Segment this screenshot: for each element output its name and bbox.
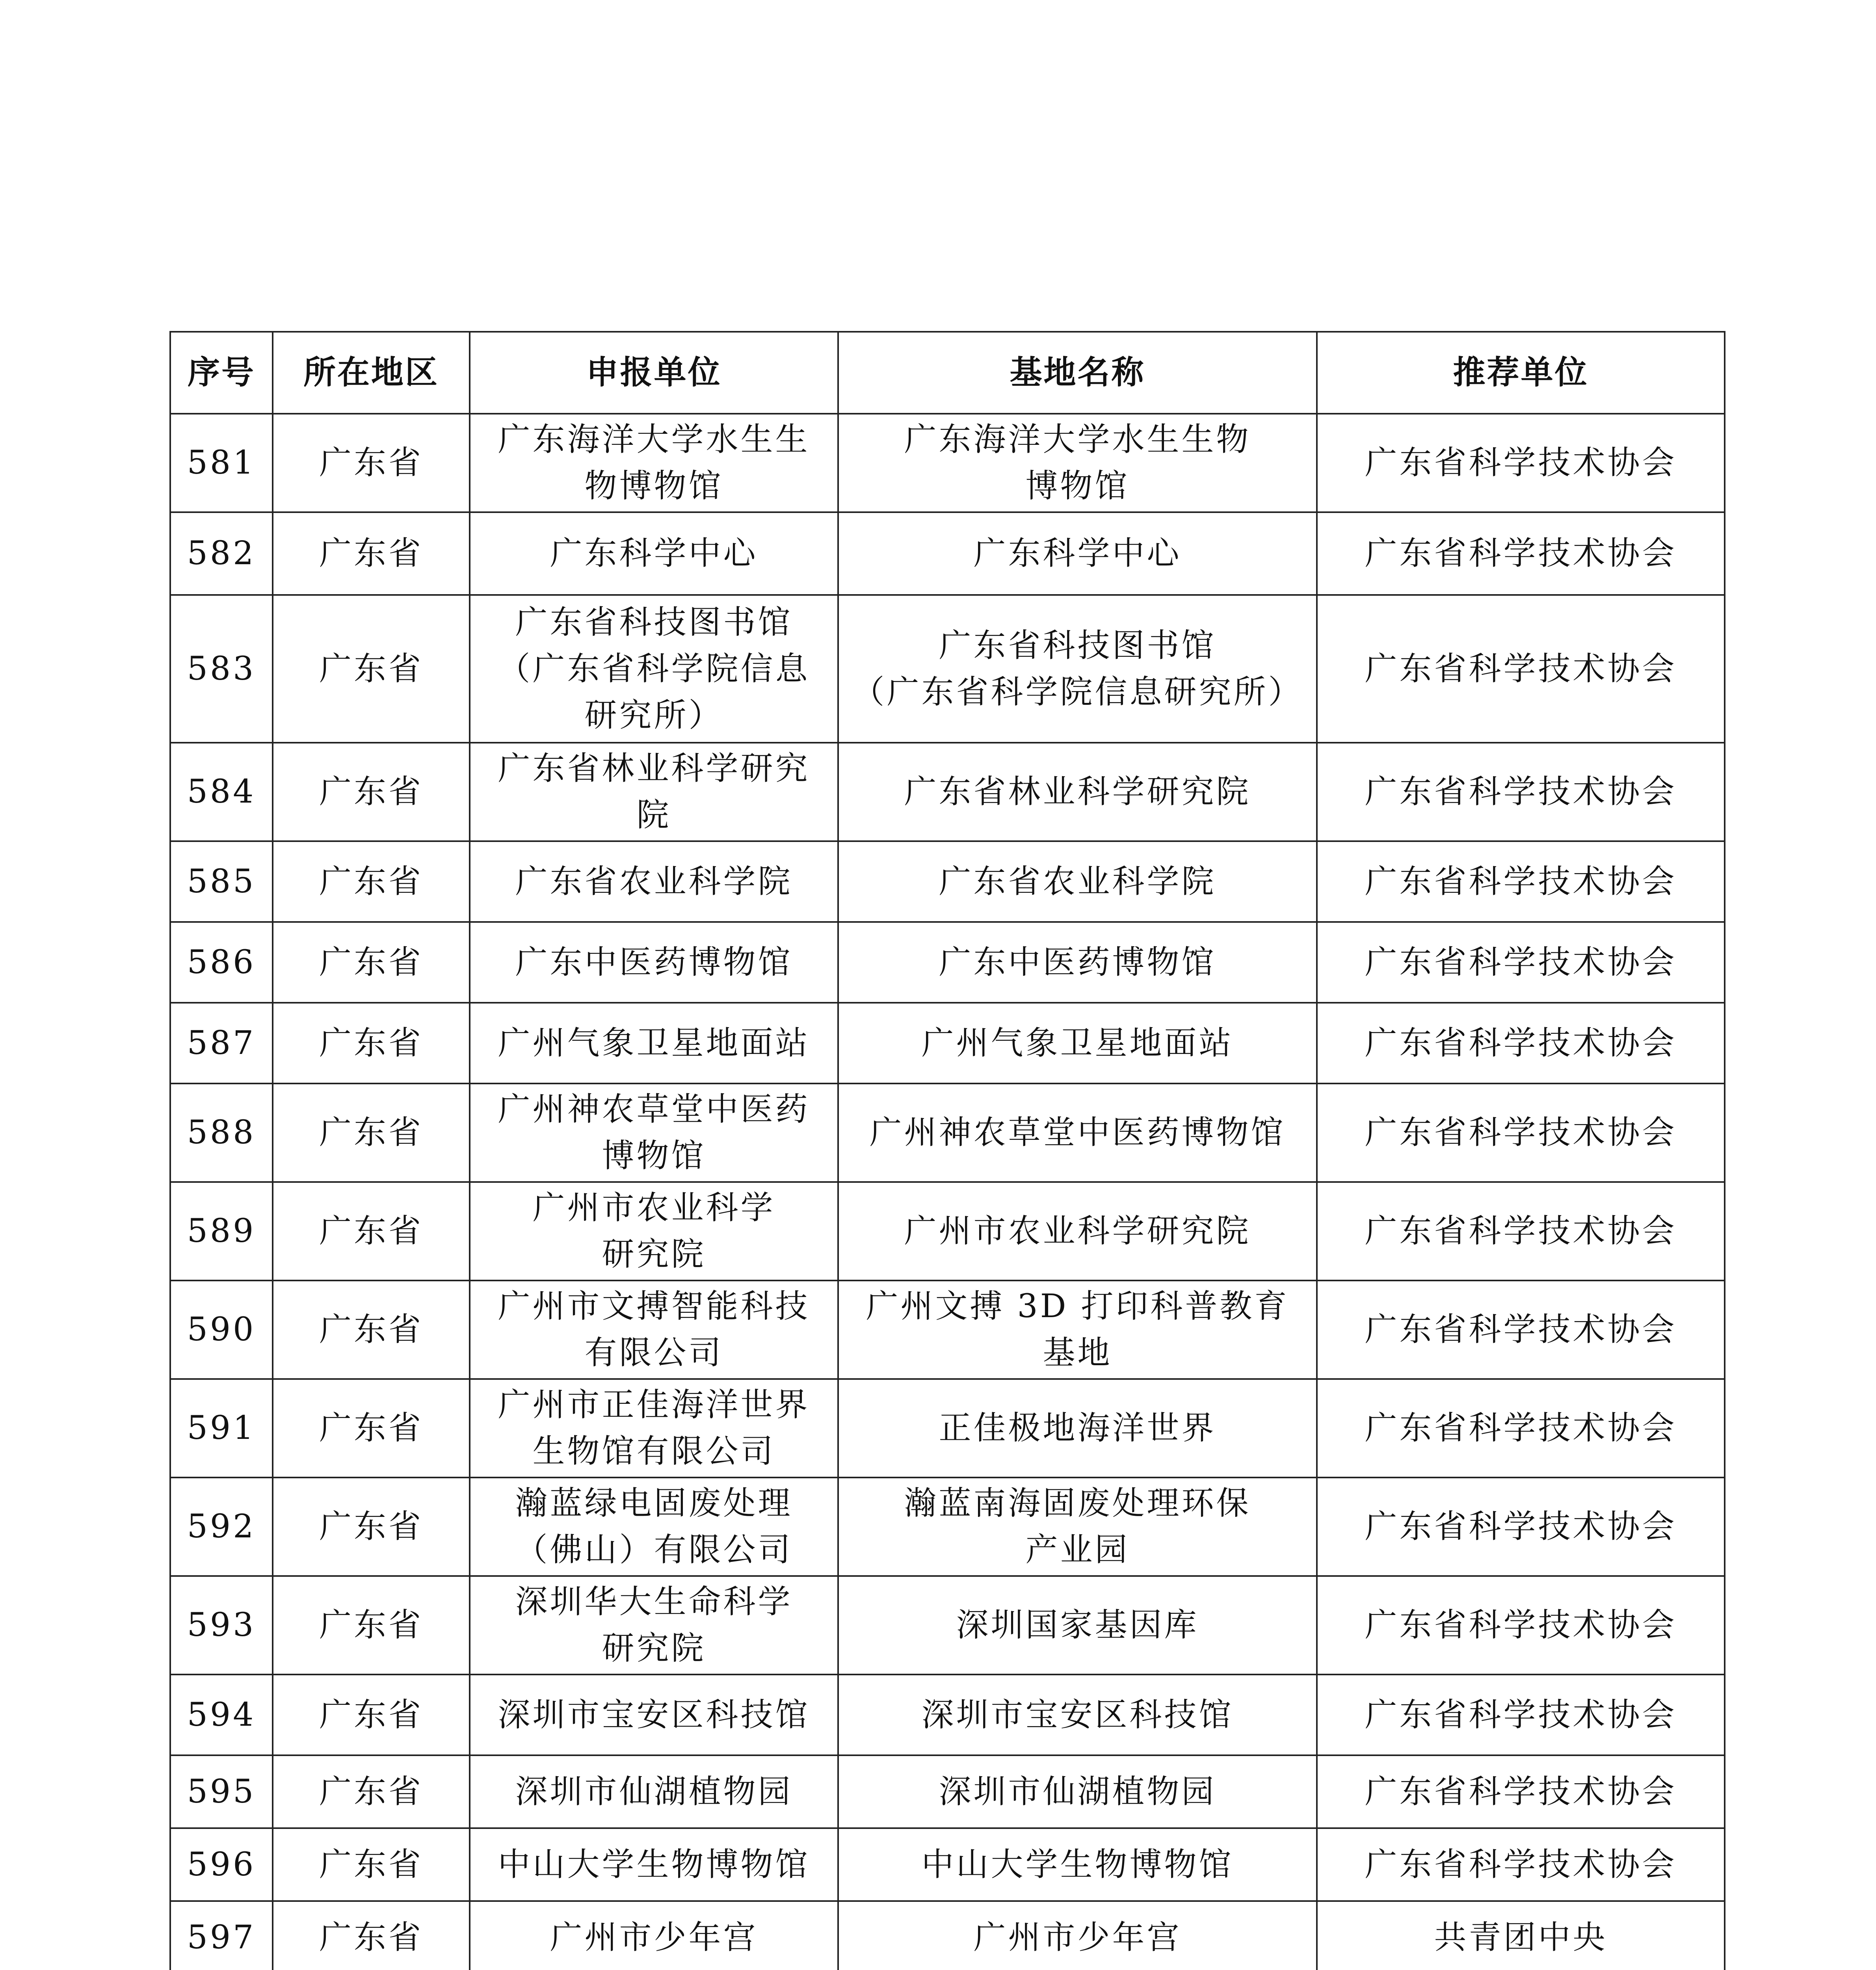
row-recommender: 广东省科学技术协会	[1317, 1182, 1725, 1280]
row-recommender: 广东省科学技术协会	[1317, 1084, 1725, 1182]
row-base-name: 广东中医药博物馆	[838, 922, 1317, 1003]
row-recommender: 广东省科学技术协会	[1317, 595, 1725, 743]
row-serial: 596	[170, 1828, 273, 1901]
row-region: 广东省	[273, 1901, 470, 1970]
row-region: 广东省	[273, 1280, 470, 1379]
row-region: 广东省	[273, 1478, 470, 1576]
table-row	[170, 414, 1725, 512]
table-row	[170, 595, 1725, 743]
row-base-name: 正佳极地海洋世界	[838, 1379, 1317, 1478]
row-region: 广东省	[273, 1182, 470, 1280]
row-serial: 592	[170, 1478, 273, 1576]
row-region: 广东省	[273, 1674, 470, 1755]
row-base-name: 深圳市宝安区科技馆	[838, 1674, 1317, 1755]
row-base-name: 广州神农草堂中医药博物馆	[838, 1084, 1317, 1182]
row-serial: 586	[170, 922, 273, 1003]
row-serial: 585	[170, 841, 273, 922]
row-recommender: 广东省科学技术协会	[1317, 1478, 1725, 1576]
table-row	[170, 1755, 1725, 1828]
row-region: 广东省	[273, 922, 470, 1003]
row-applicant: 广州市农业科学 研究院	[470, 1182, 838, 1280]
header-serial: 序号	[170, 332, 273, 414]
row-serial: 593	[170, 1576, 273, 1674]
row-applicant: 广州市正佳海洋世界 生物馆有限公司	[470, 1379, 838, 1478]
row-applicant: 广东科学中心	[470, 512, 838, 595]
row-applicant: 深圳华大生命科学 研究院	[470, 1576, 838, 1674]
row-recommender: 广东省科学技术协会	[1317, 1576, 1725, 1674]
table-row	[170, 1003, 1725, 1084]
row-applicant: 深圳市宝安区科技馆	[470, 1674, 838, 1755]
row-base-name: 广东海洋大学水生生物 博物馆	[838, 414, 1317, 512]
table-row	[170, 1478, 1725, 1576]
table-row	[170, 1576, 1725, 1674]
row-applicant: 广东海洋大学水生生 物博物馆	[470, 414, 838, 512]
row-base-name: 深圳市仙湖植物园	[838, 1755, 1317, 1828]
row-recommender: 广东省科学技术协会	[1317, 414, 1725, 512]
table-row	[170, 512, 1725, 595]
row-recommender: 共青团中央	[1317, 1901, 1725, 1970]
header-applicant: 申报单位	[470, 332, 838, 414]
row-region: 广东省	[273, 414, 470, 512]
row-base-name: 中山大学生物博物馆	[838, 1828, 1317, 1901]
row-serial: 597	[170, 1901, 273, 1970]
row-applicant: 深圳市仙湖植物园	[470, 1755, 838, 1828]
row-applicant: 广州神农草堂中医药 博物馆	[470, 1084, 838, 1182]
row-base-name: 广东省林业科学研究院	[838, 743, 1317, 841]
row-applicant: 广州市少年宫	[470, 1901, 838, 1970]
base-list-table	[169, 331, 1725, 1970]
table-row	[170, 1182, 1725, 1280]
header-recommender: 推荐单位	[1317, 332, 1725, 414]
row-region: 广东省	[273, 1379, 470, 1478]
row-applicant: 广州市文搏智能科技 有限公司	[470, 1280, 838, 1379]
row-applicant: 广东省农业科学院	[470, 841, 838, 922]
row-recommender: 广东省科学技术协会	[1317, 841, 1725, 922]
table-row	[170, 743, 1725, 841]
header-region: 所在地区	[273, 332, 470, 414]
row-recommender: 广东省科学技术协会	[1317, 1828, 1725, 1901]
row-recommender: 广东省科学技术协会	[1317, 743, 1725, 841]
row-serial: 587	[170, 1003, 273, 1084]
table-row	[170, 922, 1725, 1003]
row-applicant: 中山大学生物博物馆	[470, 1828, 838, 1901]
row-base-name: 瀚蓝南海固废处理环保 产业园	[838, 1478, 1317, 1576]
row-serial: 589	[170, 1182, 273, 1280]
row-base-name: 广东省农业科学院	[838, 841, 1317, 922]
row-serial: 590	[170, 1280, 273, 1379]
table-row	[170, 841, 1725, 922]
row-applicant: 广东省林业科学研究 院	[470, 743, 838, 841]
row-recommender: 广东省科学技术协会	[1317, 512, 1725, 595]
row-applicant: 广州气象卫星地面站	[470, 1003, 838, 1084]
row-recommender: 广东省科学技术协会	[1317, 1755, 1725, 1828]
table-row	[170, 1084, 1725, 1182]
row-region: 广东省	[273, 841, 470, 922]
table-row	[170, 1379, 1725, 1478]
row-region: 广东省	[273, 1828, 470, 1901]
row-region: 广东省	[273, 743, 470, 841]
row-serial: 582	[170, 512, 273, 595]
table-row	[170, 1828, 1725, 1901]
row-serial: 594	[170, 1674, 273, 1755]
row-region: 广东省	[273, 595, 470, 743]
row-base-name: 广州市农业科学研究院	[838, 1182, 1317, 1280]
row-applicant: 广东中医药博物馆	[470, 922, 838, 1003]
row-applicant: 瀚蓝绿电固废处理 （佛山）有限公司	[470, 1478, 838, 1576]
table-header-row	[170, 332, 1725, 414]
table-row	[170, 1901, 1725, 1970]
row-recommender: 广东省科学技术协会	[1317, 1674, 1725, 1755]
row-serial: 581	[170, 414, 273, 512]
row-serial: 583	[170, 595, 273, 743]
row-recommender: 广东省科学技术协会	[1317, 1280, 1725, 1379]
row-base-name: 广东科学中心	[838, 512, 1317, 595]
row-base-name: 广东省科技图书馆 （广东省科学院信息研究所）	[838, 595, 1317, 743]
row-serial: 584	[170, 743, 273, 841]
header-base-name: 基地名称	[838, 332, 1317, 414]
table-row	[170, 1280, 1725, 1379]
table-row	[170, 1674, 1725, 1755]
row-region: 广东省	[273, 1003, 470, 1084]
row-region: 广东省	[273, 1755, 470, 1828]
row-serial: 588	[170, 1084, 273, 1182]
row-region: 广东省	[273, 512, 470, 595]
row-region: 广东省	[273, 1576, 470, 1674]
row-recommender: 广东省科学技术协会	[1317, 1003, 1725, 1084]
row-region: 广东省	[273, 1084, 470, 1182]
row-serial: 595	[170, 1755, 273, 1828]
row-applicant: 广东省科技图书馆 （广东省科学院信息 研究所）	[470, 595, 838, 743]
row-recommender: 广东省科学技术协会	[1317, 922, 1725, 1003]
row-base-name: 广州文搏 3D 打印科普教育 基地	[838, 1280, 1317, 1379]
row-serial: 591	[170, 1379, 273, 1478]
row-base-name: 广州市少年宫	[838, 1901, 1317, 1970]
row-recommender: 广东省科学技术协会	[1317, 1379, 1725, 1478]
row-base-name: 深圳国家基因库	[838, 1576, 1317, 1674]
row-base-name: 广州气象卫星地面站	[838, 1003, 1317, 1084]
